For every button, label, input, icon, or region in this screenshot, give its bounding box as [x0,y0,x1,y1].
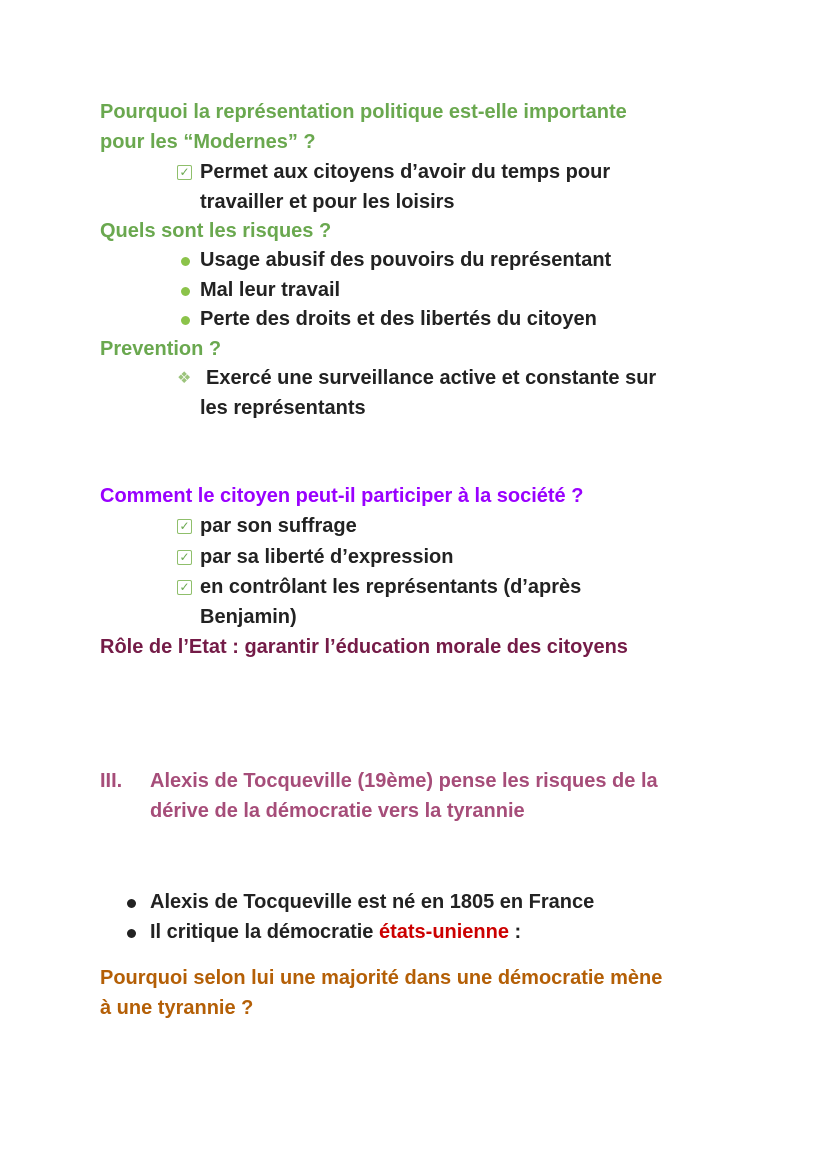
list-item-text: par son suffrage [200,515,357,537]
question-line: à une tyrannie ? [100,996,254,1019]
highlight-text: états-unienne [378,920,509,943]
question-line: Pourquoi selon lui une majorité dans une démocratie mène [100,967,663,989]
bullet-dot-icon [181,316,190,325]
risks-list [177,246,611,335]
list-item-text: par sa liberté d’expression [200,545,454,568]
prevention-text: les représentants [200,396,366,419]
section-heading [100,767,658,826]
role-etat: Rôle de l’Etat : garantir l’éducation morale des citoyens [100,636,628,658]
checkbox-icon: ✓ [177,165,192,180]
list-item [177,512,581,542]
heading-line: Alexis de Tocqueville (19ème) pense les risques de la [150,770,658,792]
checkbox-icon: ✓ [177,519,192,534]
question-representation [100,98,627,157]
question-line: Pourquoi la représentation politique est-elle importante [100,101,627,123]
list-item-text: en contrôlant les représentants (d’après [200,576,582,598]
heading-line: dérive de la démocratie vers la tyrannie [150,799,525,822]
list-item [177,305,611,335]
list-item-text: Usage abusif des pouvoirs du représentant [200,249,612,271]
section-numeral: III. [100,770,123,792]
prevention-item [177,364,656,423]
list-item-text: Mal leur travail [200,278,341,301]
answer-checkbox-item [177,158,610,217]
tocqueville-list [125,888,594,947]
list-item [177,246,611,276]
bullet-dot-icon [127,929,136,938]
participation-list [177,512,581,632]
bullet-dot-icon [127,899,136,908]
list-item-text: Benjamin) [200,605,297,628]
prevention-text: Exercé une surveillance active et constante sur [206,367,657,389]
list-item [177,573,581,603]
list-item [125,888,594,918]
bullet-dot-icon [181,287,190,296]
bullet-dot-icon [181,257,190,266]
question-participation: Comment le citoyen peut-il participer à la société ? [100,485,584,507]
answer-text: travailler et pour les loisirs [200,190,455,213]
list-item-text: Il critique la démocratie [150,920,379,943]
checkbox-icon: ✓ [177,580,192,595]
list-item [125,918,594,948]
prevention-title: Prevention ? [100,338,222,360]
question-majorite [100,964,662,1023]
answer-text: Permet aux citoyens d’avoir du temps pour [200,161,611,183]
list-item [177,276,611,306]
checkbox-icon: ✓ [177,550,192,565]
list-item-text: Alexis de Tocqueville est né en 1805 en France [150,891,595,913]
list-item [177,543,581,573]
question-line: pour les “Modernes” ? [100,130,316,153]
diamond-bullet-icon: ❖ [177,370,192,387]
list-item-text: : [509,920,522,943]
list-item-text: Perte des droits et des libertés du citoyen [200,308,597,330]
risks-title: Quels sont les risques ? [100,220,332,242]
